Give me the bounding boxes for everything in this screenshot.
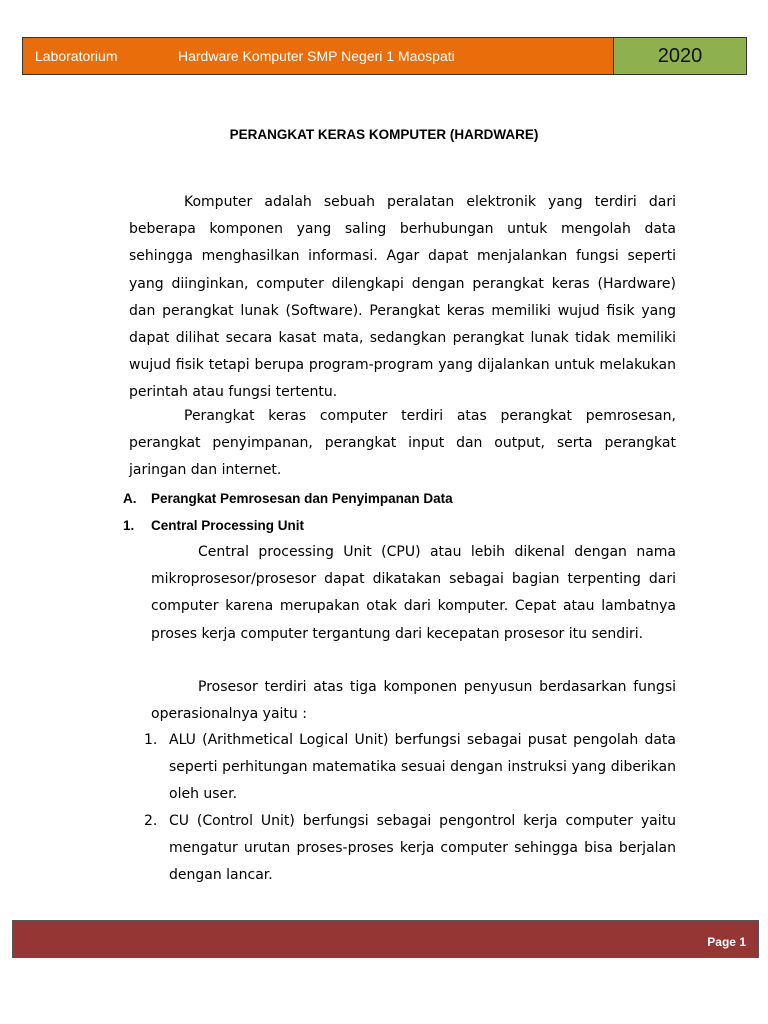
header-year: 2020 [657, 44, 703, 67]
intro-paragraph-1: Komputer adalah sebuah peralatan elektronik yang terdiri dari beberapa komponen yang saling berhubungan untuk mengolah data sehingga menghasilkan informasi. Agar dapat menjalankan fungsi seperti yang diinginkan, computer dilengkapi dengan perangkat keras (Hardware) dan perangkat lunak (Software). Perangkat keras memiliki wujud fisik yang dapat dilihat secara kasat mata, sedangkan perangkat lunak tidak memiliki wujud fisik tetapi berupa program-program yang dijalankan untuk melakukan perintah atau fungsi tertentu. [129, 194, 676, 401]
header-lab-label: Laboratorium [35, 48, 118, 64]
section-1-marker: 1. [123, 518, 135, 533]
cpu-paragraph-2: Prosesor terdiri atas tiga komponen penyusun berdasarkan fungsi operasionalnya yaitu : [151, 679, 676, 723]
page-header [22, 37, 747, 75]
section-a-heading [123, 485, 453, 512]
section-a-marker: A. [123, 491, 137, 506]
page-footer [12, 920, 759, 958]
list-item-2-marker: 2. [144, 813, 158, 829]
page-number: Page 1 [707, 935, 746, 949]
intro-paragraph-2: Perangkat keras computer terdiri atas perangkat pemrosesan, perangkat penyimpanan, perangkat input dan output, serta perangkat jaringan dan internet. [129, 408, 676, 479]
header-title-bar [23, 38, 614, 74]
header-subject: Hardware Komputer SMP Negeri 1 Maospati [178, 48, 455, 64]
document-title: PERANGKAT KERAS KOMPUTER (HARDWARE) [229, 127, 539, 142]
list-item-2-text: CU (Control Unit) berfungsi sebagai pengontrol kerja computer yaitu mengatur urutan proses-proses kerja computer sehingga bisa berjalan dengan lancar. [169, 813, 676, 884]
list-item-1-text: ALU (Arithmetical Logical Unit) berfungsi sebagai pusat pengolah data seperti perhitungan matematika sesuai dengan instruksi yang diberikan oleh user. [169, 732, 676, 803]
section-a-label: Perangkat Pemrosesan dan Penyimpanan Data [151, 491, 453, 506]
cpu-paragraph-1: Central processing Unit (CPU) atau lebih dikenal dengan nama mikroprosesor/prosesor dapat dikatakan sebagai bagian terpenting dari computer karena merupakan otak dari komputer. Cepat atau lambatnya proses kerja computer tergantung dari kecepatan prosesor itu sendiri. [151, 544, 676, 642]
section-1-label: Central Processing Unit [151, 518, 305, 533]
section-1-heading [123, 512, 305, 539]
list-item-1-marker: 1. [144, 732, 158, 748]
header-year-box [614, 38, 746, 74]
